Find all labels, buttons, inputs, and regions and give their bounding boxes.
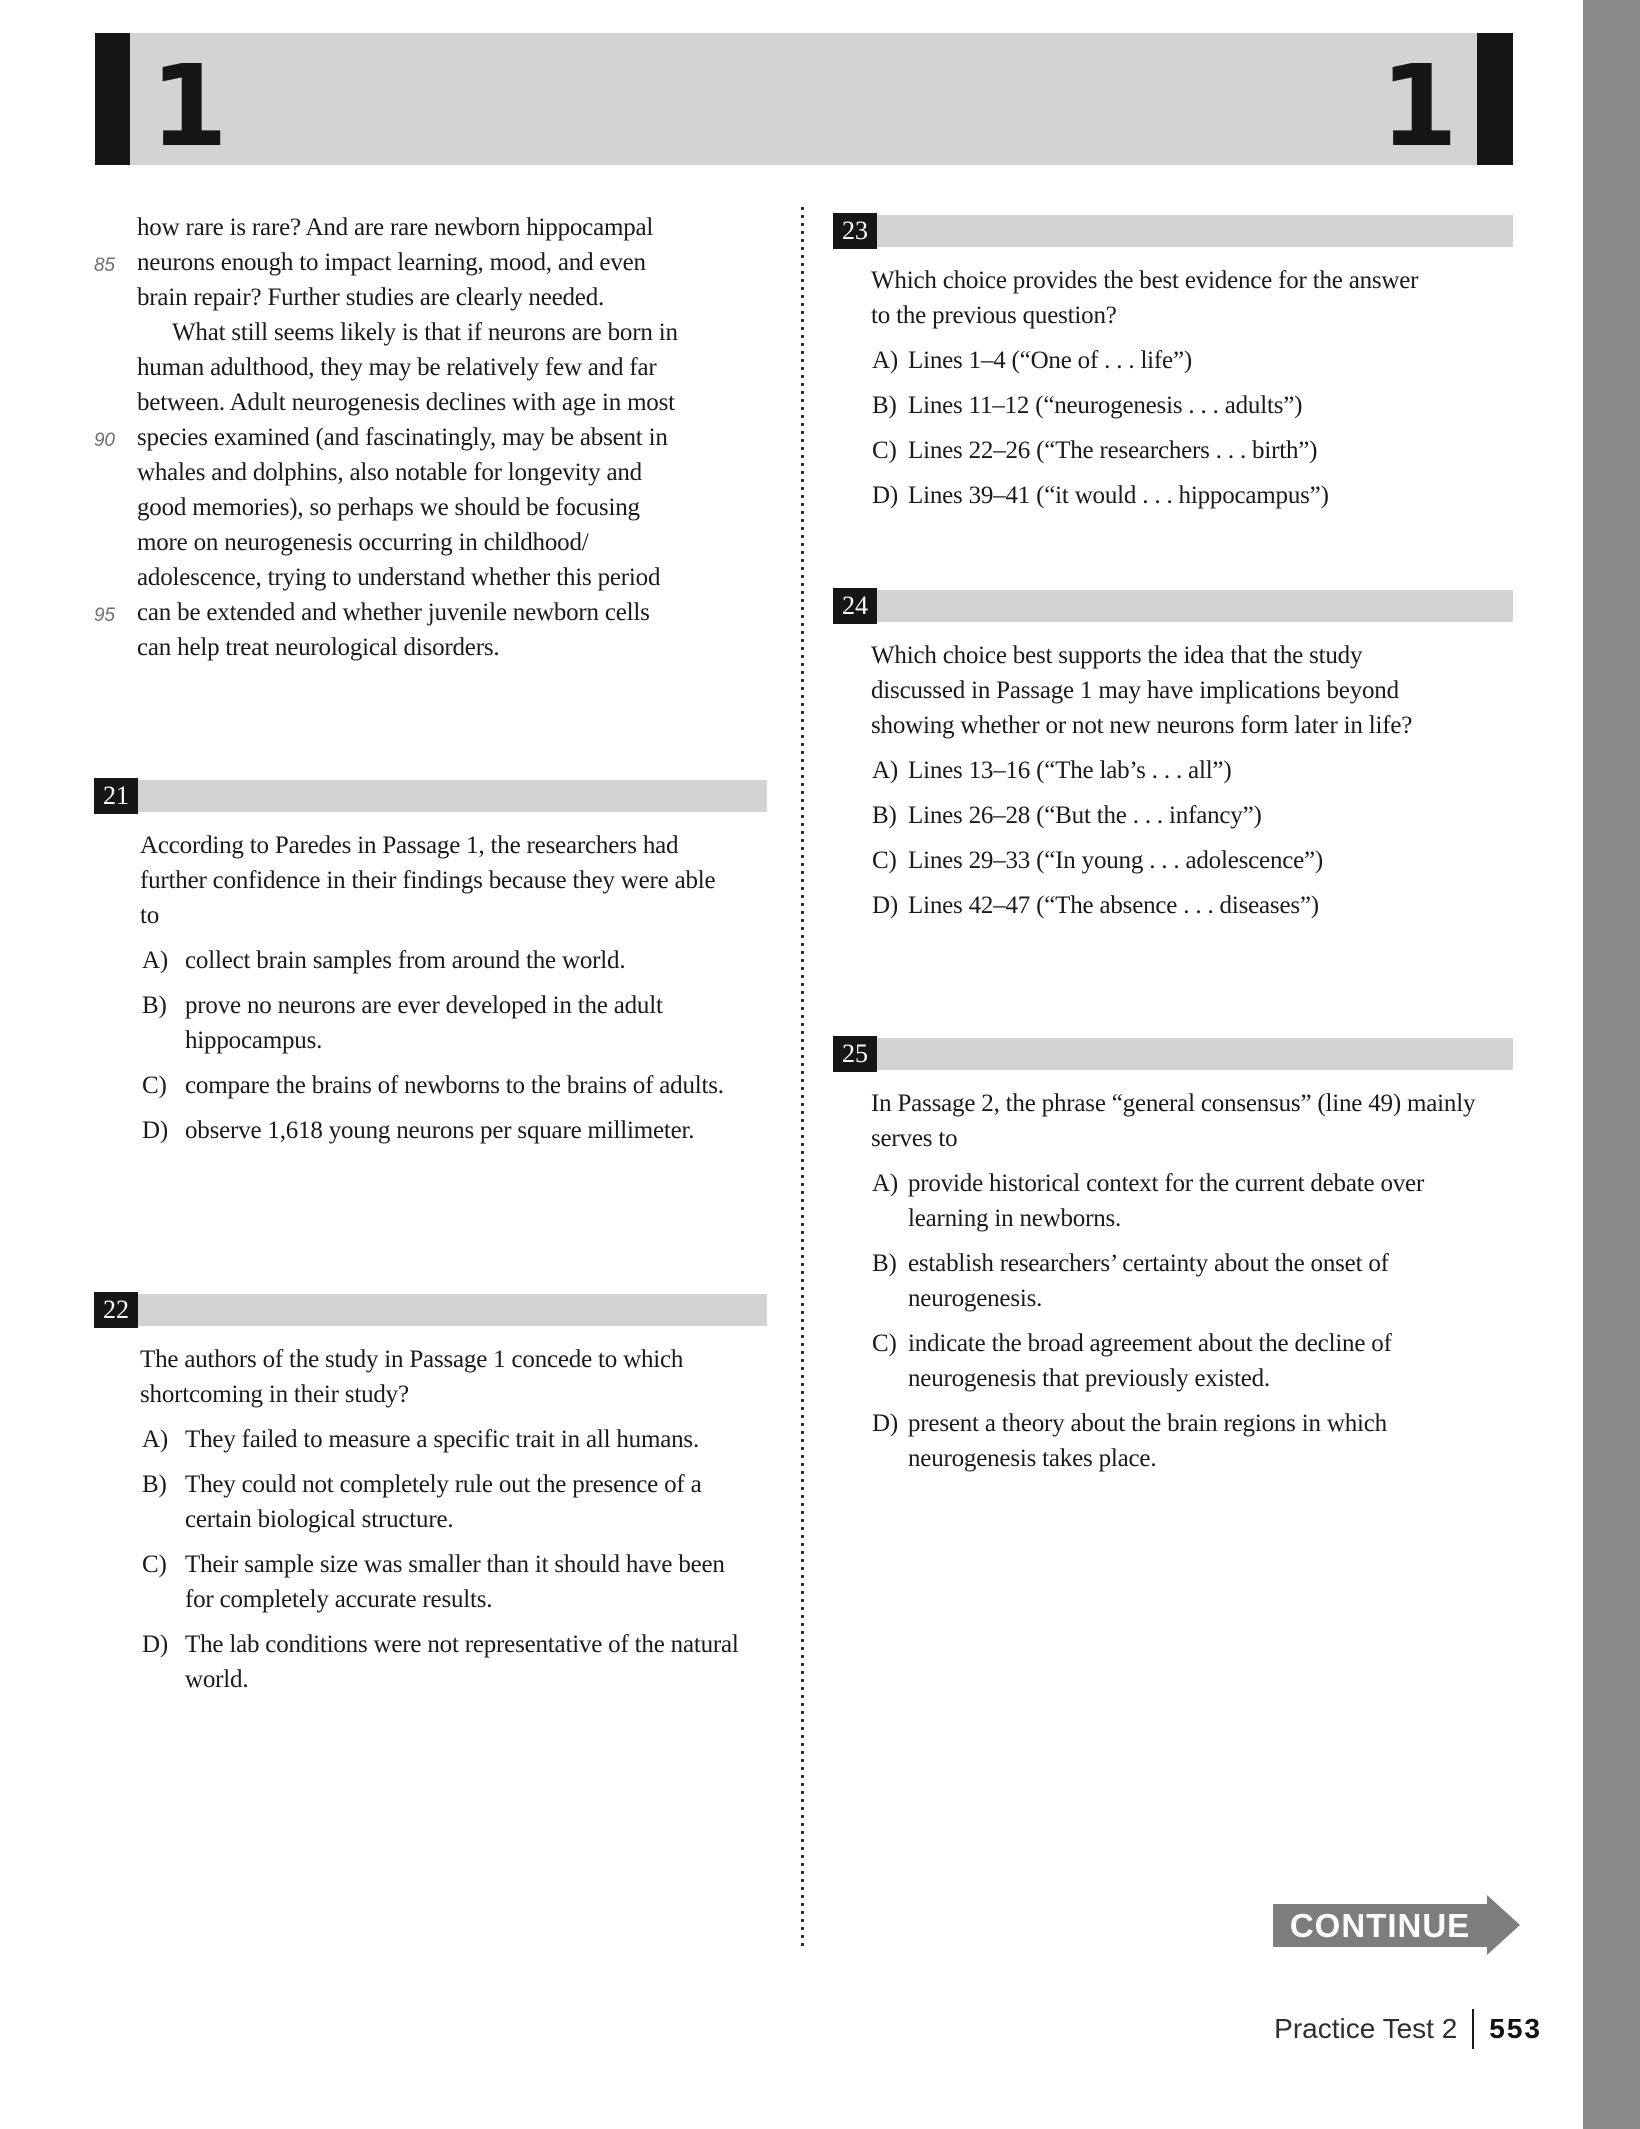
option-text: Lines 42–47 (“The absence . . . diseases”): [908, 892, 1319, 919]
header-left-black-bar: [95, 33, 130, 165]
line-number: [94, 210, 137, 245]
question-22-option-d: [142, 1627, 767, 1697]
option-letter: D): [872, 1410, 898, 1437]
passage-line: 90 species examined (and fascinatingly, may be absent in: [94, 420, 766, 455]
option-letter: C): [142, 1551, 167, 1578]
line-number: [94, 315, 137, 350]
question-22-option-c: [142, 1547, 767, 1617]
line-number: 85: [94, 255, 115, 276]
question-24-number: 24: [833, 588, 877, 624]
footer-test-label: Practice Test 2: [1274, 2013, 1458, 2044]
option-letter: B): [142, 1471, 167, 1498]
question-22-stem: The authors of the study in Passage 1 concede to which shortcoming in their study?: [140, 1346, 684, 1408]
question-21-header: [94, 778, 767, 814]
passage-line: between. Adult neurogenesis declines with age in most: [94, 385, 766, 420]
question-22-number: 22: [94, 1292, 138, 1328]
question-24-option-a: [872, 753, 1513, 788]
question-21-option-c: [142, 1068, 767, 1103]
line-number: [94, 490, 137, 525]
page-edge-strip: [1583, 0, 1640, 2129]
question-24-option-c: [872, 843, 1513, 878]
question-23-number: 23: [833, 213, 877, 249]
option-letter: B): [872, 1250, 897, 1277]
footer-separator: [1472, 2009, 1474, 2049]
option-text: Lines 26–28 (“But the . . . infancy”): [908, 802, 1262, 829]
question-21-stem: According to Paredes in Passage 1, the researchers had further confidence in their findings because they were able to: [140, 832, 716, 929]
passage-line: how rare is rare? And are rare newborn hippocampal: [94, 210, 766, 245]
option-text: Lines 1–4 (“One of . . . life”): [908, 347, 1192, 374]
option-letter: B): [142, 992, 167, 1019]
question-22-header-bar: [94, 1294, 767, 1326]
passage-line: whales and dolphins, also notable for longevity and: [94, 455, 766, 490]
line-number: [94, 385, 137, 420]
question-25: [833, 1036, 1513, 1476]
question-24-header-bar: [833, 590, 1513, 622]
line-number: [94, 280, 137, 315]
passage-line: more on neurogenesis occurring in childhood/: [94, 525, 766, 560]
passage-line: 95 can be extended and whether juvenile newborn cells: [94, 595, 766, 630]
option-letter: C): [872, 437, 897, 464]
option-letter: C): [142, 1072, 167, 1099]
line-number: 95: [94, 605, 115, 626]
passage-line: adolescence, trying to understand whether this period: [94, 560, 766, 595]
header-right-black-bar: [1477, 33, 1513, 165]
question-25-header: [833, 1036, 1513, 1072]
option-text: indicate the broad agreement about the decline of neurogenesis that previously existed.: [908, 1330, 1392, 1392]
question-21-number: 21: [94, 778, 138, 814]
page-footer: [1274, 2006, 1542, 2052]
option-text: collect brain samples from around the world.: [185, 947, 626, 974]
option-letter: D): [872, 482, 898, 509]
line-number: 90: [94, 430, 115, 451]
question-22: [94, 1292, 767, 1697]
column-divider: [801, 207, 804, 1948]
question-25-option-b: [872, 1246, 1513, 1316]
continue-button[interactable]: [1273, 1895, 1520, 1955]
question-21: [94, 778, 767, 1148]
question-23-header: [833, 213, 1513, 249]
question-24: [833, 588, 1513, 923]
question-24-option-d: [872, 888, 1513, 923]
option-letter: D): [872, 892, 898, 919]
passage-line: can help treat neurological disorders.: [94, 630, 766, 665]
question-23-option-c: [872, 433, 1513, 468]
question-25-option-a: [872, 1166, 1513, 1236]
question-22-option-a: [142, 1422, 767, 1457]
option-letter: A): [142, 1426, 168, 1453]
continue-button-label: CONTINUE: [1273, 1904, 1487, 1947]
arrow-right-icon: [1487, 1895, 1520, 1955]
option-text: Lines 29–33 (“In young . . . adolescence”): [908, 847, 1324, 874]
passage-line: What still seems likely is that if neurons are born in: [94, 315, 766, 350]
option-text: compare the brains of newborns to the brains of adults.: [185, 1072, 724, 1099]
option-letter: D): [142, 1117, 168, 1144]
question-21-header-bar: [94, 780, 767, 812]
option-text: Lines 11–12 (“neurogenesis . . . adults”): [908, 392, 1303, 419]
question-24-option-b: [872, 798, 1513, 833]
option-letter: C): [872, 847, 897, 874]
question-22-option-b: [142, 1467, 767, 1537]
question-23-option-b: [872, 388, 1513, 423]
section-number-left: 1: [150, 42, 228, 172]
section-header-band: [95, 33, 1513, 172]
option-text: Lines 22–26 (“The researchers . . . birth”): [908, 437, 1318, 464]
question-23-option-a: [872, 343, 1513, 378]
option-letter: A): [872, 1170, 898, 1197]
option-letter: B): [872, 392, 897, 419]
question-23-stem: Which choice provides the best evidence for the answer to the previous question?: [871, 267, 1419, 329]
question-24-header: [833, 588, 1513, 624]
passage-line: 85 neurons enough to impact learning, mood, and even: [94, 245, 766, 280]
option-text: Their sample size was smaller than it should have been for completely accurate results.: [185, 1551, 725, 1613]
option-letter: A): [872, 347, 898, 374]
passage-line: good memories), so perhaps we should be focusing: [94, 490, 766, 525]
question-23: [833, 213, 1513, 513]
option-text: Lines 13–16 (“The lab’s . . . all”): [908, 757, 1232, 784]
question-21-option-b: [142, 988, 767, 1058]
question-25-stem: In Passage 2, the phrase “general consensus” (line 49) mainly serves to: [871, 1090, 1476, 1152]
question-25-option-d: [872, 1406, 1513, 1476]
question-25-number: 25: [833, 1036, 877, 1072]
section-number-right: 1: [1380, 42, 1458, 172]
line-number: [94, 630, 137, 665]
option-text: They could not completely rule out the presence of a certain biological structure.: [185, 1471, 702, 1533]
question-21-option-d: [142, 1113, 767, 1148]
option-text: provide historical context for the current debate over learning in newborns.: [908, 1170, 1425, 1232]
line-number: [94, 455, 137, 490]
line-number: [94, 350, 137, 385]
question-23-option-d: [872, 478, 1513, 513]
option-letter: D): [142, 1631, 168, 1658]
option-text: prove no neurons are ever developed in the adult hippocampus.: [185, 992, 663, 1054]
question-23-header-bar: [833, 215, 1513, 247]
question-25-option-c: [872, 1326, 1513, 1396]
passage-line: human adulthood, they may be relatively few and far: [94, 350, 766, 385]
option-text: establish researchers’ certainty about the onset of neurogenesis.: [908, 1250, 1389, 1312]
question-25-header-bar: [833, 1038, 1513, 1070]
option-text: They failed to measure a specific trait in all humans.: [185, 1426, 700, 1453]
option-text: observe 1,618 young neurons per square millimeter.: [185, 1117, 695, 1144]
line-number: [94, 560, 137, 595]
passage-line: brain repair? Further studies are clearly needed.: [94, 280, 766, 315]
option-text: present a theory about the brain regions in which neurogenesis takes place.: [908, 1410, 1387, 1472]
question-24-stem: Which choice best supports the idea that the study discussed in Passage 1 may have implications beyond showing whether or not new neurons form later in life?: [871, 642, 1413, 739]
question-22-header: [94, 1292, 767, 1328]
option-letter: C): [872, 1330, 897, 1357]
option-letter: B): [872, 802, 897, 829]
page-number: 553: [1489, 2013, 1542, 2044]
option-text: Lines 39–41 (“it would . . . hippocampus”): [908, 482, 1329, 509]
passage-text: [94, 210, 766, 665]
option-letter: A): [872, 757, 898, 784]
line-number: [94, 525, 137, 560]
option-letter: A): [142, 947, 168, 974]
option-text: The lab conditions were not representative of the natural world.: [185, 1631, 739, 1693]
question-21-option-a: [142, 943, 767, 978]
